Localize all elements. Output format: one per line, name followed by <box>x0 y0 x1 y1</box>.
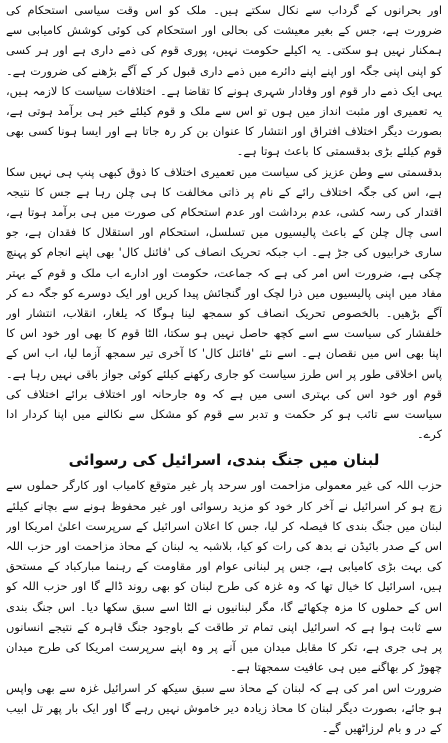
editorial-page <box>6 0 442 743</box>
paragraph-lebanon-ceasefire: حزب اللہ کی غیر معمولی مزاحمت اور سرحد پار غیر متوقع کامیاب اور کارگر حملوں سے زچ ہو کر اسرائیل نے آخر کار خود کو مزید رسوائی اور غیر محفوظ ہونے سے بچانے کیلئے لبنان میں جنگ بندی کا فیصلہ کر لیا، جس کا اعلان اسرائیل کے سرپرست اعلیٰ امریکا اور اس کے صدر بائیڈن نے بدھ کی رات کو کیا، بلاشبہ یہ لبنان کے محاذ مزاحمت اور حزب اللہ کی بہت بڑی کامیابی ہے، جس پر لبنانی عوام اور مقاومت کے رہنما مبارکباد کے مستحق ہیں، اسرائیل کا خیال تھا کہ وہ غزہ کی طرح لبنان کو بھی روند ڈالے گا اور حزب اللہ کو اس کے حملوں کا مزہ چکھائے گا، مگر لبنانیوں نے الٹا اسے سبق سکھا دیا۔ اس جنگ بندی سے ثابت ہوا ہے کہ اسرائیل اپنی تمام تر طاقت کے باوجود جنگ قاہرہ کے نتیجے انسانوں پر ہی جری ہے، تکر کا مقابل میدان میں آنے پر وہ اپنے سرپرست امریکا کی طرح میدان چھوڑ کر بھاگنے میں ہی عافیت سمجھتا ہے۔ <box>6 478 442 675</box>
paragraph-political-stability: اور بحرانوں کے گرداب سے نکال سکتے ہیں۔ ملک کو اس وقت سیاسی استحکام کی ضرورت ہے، جس کے بغیر معیشت کی بحالی اور استحکام کی کوئی کوشش کامیابی سے ہمکنار نہیں ہو سکتی۔ یہ اکیلے حکومت نہیں، پوری قوم کی ذمے داری ہے اور ہر کسی کو اپنی اپنی جگہ اور اپنے اپنے دائرے میں ذمے داری قبول کر کے آگے بڑھنے کی ضرورت ہے۔ یہی ایک ذمے دار قوم اور وفادار شہری ہونے کا تقاضا ہے۔ اختلافات سیاست کا لازمہ ہیں، یہ تعمیری اور مثبت انداز میں ہوں تو اس سے ملک و قوم کیلئے خیر ہی برآمد ہوتی ہے، بصورت دیگر اختلاف افتراق اور انتشار کا عنوان بن کر رہ جاتا ہے اور ایسا ہونا کسی بھی قوم کیلئے بڑی بدقسمتی کا باعث ہوتا ہے۔ <box>6 3 442 159</box>
paragraph-constructive-dissent: بدقسمتی سے وطن عزیز کی سیاست میں تعمیری اختلاف کا ذوق کبھی پنپ ہی نہیں سکا ہے، اس کی جگہ اختلاف رائے کے نام پر ذاتی مخالفت کا ہی چلن رہا ہے جس کا نتیجہ اقتدار کی رسہ کشی، عدم برداشت اور عدم استحکام کی صورت میں ہی برآمد ہوتا ہے، اسی چال چلن کے باعث پالیسیوں میں تسلسل، استحکام اور استقلال کا فقدان ہے، جو ساری خرابیوں کی جڑ ہے۔ اب جبکہ تحریک انصاف کی 'فائنل کال' بھی اپنے انجام کو پہنچ چکی ہے، ضرورت اس امر کی ہے کہ جماعت، حکومت اور ادارے اب ملک و قوم کے بہتر مفاد میں اپنی پالیسیوں میں ذرا لچک اور گنجائش پیدا کریں اور ایک دوسرے کو جگہ دے کر آگے بڑھیں۔ بالخصوص تحریک انصاف کو سمجھ لینا ہوگا کہ یلغار، انقلاب، انتشار اور خلفشار کی سیاست سے اسے کچھ حاصل نہیں ہو سکتا، الٹا قوم کا بھی اور خود اس کا اپنا بھی اس میں نقصان ہے۔ اسے نئے 'فائنل کال' کا آخری تیر سمجھ آزما لیا، اب اس کے پاس اخلاقی طور پر اس طرز سیاست کو جاری رکھنے کیلئے کوئی جواز باقی نہیں رہا ہے۔ قوم اور خود اس کی بہتری اسی میں ہے کہ وہ جارحانہ اور اختلاف برائے اختلاف کی سیاست سے تائب ہو کر حکمت و تدبر سے قوم کو مشکل سے نکالنے میں اپنا کردار ادا کرے۔ <box>6 164 442 442</box>
section-heading: لبنان میں جنگ بندی، اسرائیل کی رسوائی <box>68 451 380 470</box>
paragraph-gaza-lesson: ضرورت اس امر کی ہے کہ لبنان کے محاذ سے سبق سیکھ کر اسرائیل غزہ سے بھی واپس ہو جائے، بصورت دیگر لبنان کا محاذ زیادہ دیر خاموش نہیں رہے گا اور ایک بار پھر تل ابیب کے در و بام لرزاٹھیں گے۔ <box>6 680 442 735</box>
